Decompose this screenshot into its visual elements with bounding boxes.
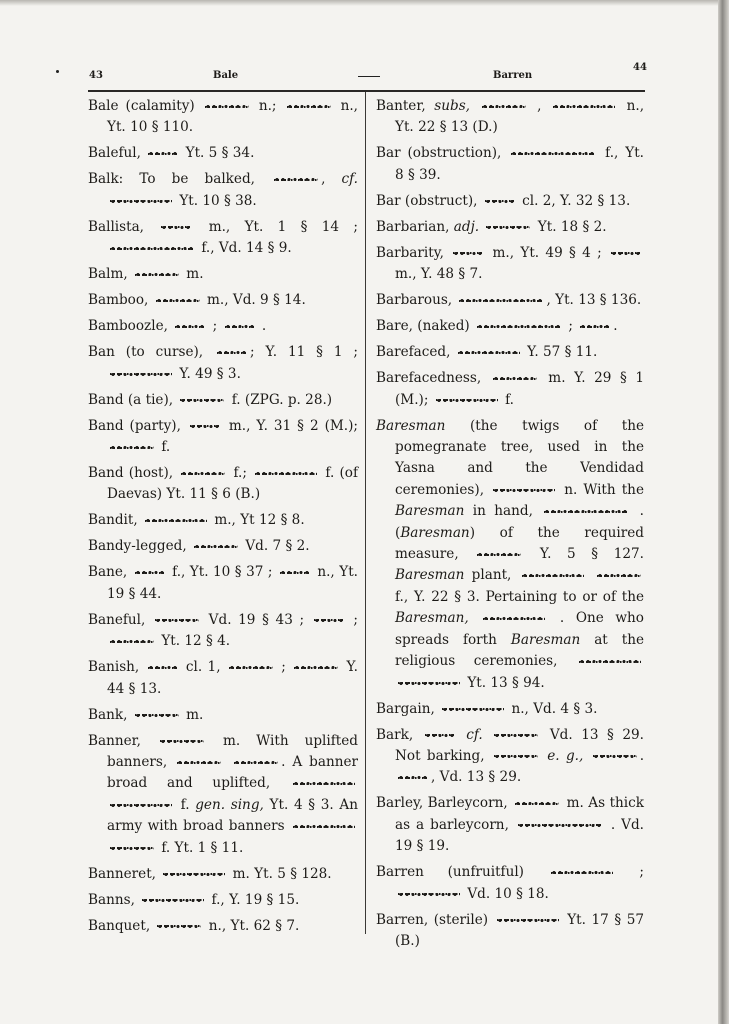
headword: Bargain, [376,700,435,717]
headword: Bamboozle, [88,318,168,335]
entry-barren-unfruitful [376,862,644,905]
avestan-script-glyphs [110,370,172,379]
definition-text: Yt. 13 § 94. [463,674,545,691]
entry-banter [376,96,644,139]
definition-text [587,567,594,583]
italic-text: subs, [434,98,470,114]
definition-text: Y. 5 § 127. [524,546,644,563]
avestan-script-glyphs [148,149,178,158]
avestan-script-glyphs [181,469,225,478]
headword: Ballista, [88,218,145,235]
definition-text: Yt. 18 § 2. [533,218,607,235]
definition-text: Yt. 17 § 57 (B.) [395,911,644,949]
avestan-script-glyphs [398,679,460,688]
avestan-script-glyphs [135,270,179,279]
avestan-script-glyphs [580,322,610,331]
headword: Barefacedness, [376,370,482,387]
definition-text: m., Y. 48 § 7. [395,266,483,283]
definition-text: ; [564,318,578,335]
avestan-script-glyphs [225,322,255,331]
entry-bale [88,96,358,139]
entry-band-host [88,463,358,506]
entry-bamboo [88,290,358,311]
entry-band-tie [88,390,358,411]
avestan-script-glyphs [579,657,641,666]
definition-text: plant, [464,567,519,584]
definition-text: (to curse), [125,344,215,361]
definition-text: f., Y. 22 § 3. Pertaining to or of the [395,588,644,605]
definition-text: m. With uplifted banners, [107,732,358,771]
entry-barbarous [376,290,644,311]
definition-text [458,727,467,743]
headword: Banquet, [88,917,151,934]
avestan-script-glyphs [522,571,584,580]
definition-text: f., Vd. 14 § 9. [197,240,292,257]
headword: Barley, Barleycorn, [376,795,508,812]
definition-text: , Yt. 13 § 136. [546,292,642,309]
avestan-script-glyphs [611,249,641,258]
definition-text: . [257,318,267,335]
definition-text: m. [181,706,204,723]
italic-text: gen. sing, [195,796,264,813]
definition-text: , Vd. 13 § 29. [431,769,522,786]
headword: Band (host), [88,465,174,482]
definition-text: m., Yt 12 § 8. [210,512,305,529]
headword: Ban [88,344,115,361]
header-rule [88,90,645,92]
definition-text: f., Yt. 10 § 37 ; [167,564,277,581]
definition-text: f., Y. 19 § 15. [207,891,300,908]
avestan-script-glyphs [234,758,278,767]
avestan-script-glyphs [135,568,165,577]
right-guide-word: Barren [493,70,533,81]
entry-barley [376,793,644,857]
avestan-script-glyphs [515,799,559,808]
definition-text: m. Yt. 5 § 128. [228,865,332,882]
italic-text: e. g., [547,747,584,764]
definition-text: f., Yt. 8 § 39. [395,145,644,183]
definition-text: . Vd. 19 § 19. [395,816,644,855]
margin-speck [56,70,59,73]
right-column [376,96,644,957]
headword: Baleful, [88,145,141,162]
definition-text: m., Y. 31 § 2 (M.); [222,417,358,434]
avestan-script-glyphs [175,322,205,331]
definition-text: . [639,747,645,764]
entry-bark [376,725,644,789]
headword: Band (party), [88,417,181,434]
avestan-script-glyphs [477,322,561,331]
avestan-script-glyphs [436,396,498,405]
italic-text: cf. [341,171,358,188]
headword: Banns, [88,891,135,908]
avestan-script-glyphs [551,868,613,877]
entry-bare [376,316,644,337]
entry-banner [88,731,358,859]
entry-baneful [88,610,358,653]
definition-text: f. [500,391,514,408]
avestan-script-glyphs [110,637,154,646]
avestan-script-glyphs [163,870,225,879]
definition-text: . [613,318,618,335]
avestan-script-glyphs [553,102,615,111]
avestan-script-glyphs [293,822,355,831]
entry-baleful [88,143,358,164]
left-column [88,96,358,942]
header-dash [358,76,380,77]
entry-banish [88,657,358,700]
avestan-script-glyphs [293,779,355,788]
avestan-script-glyphs [493,486,555,495]
definition-text: , [528,98,551,114]
avestan-script-glyphs [190,422,220,431]
left-page-number: 43 [89,70,103,81]
avestan-script-glyphs [205,102,249,111]
avestan-script-glyphs [597,571,641,580]
avestan-script-glyphs [442,705,504,714]
entry-barren-sterile [376,910,644,953]
definition-text: m., Vd. 9 § 14. [202,292,306,309]
italic-text: Baresman [510,631,581,648]
definition-text: Vd. 10 § 18. [463,885,549,902]
entry-bargain [376,699,644,720]
entry-barbarity [376,243,644,286]
avestan-script-glyphs [274,175,318,184]
definition-text: f. [175,796,196,813]
avestan-script-glyphs [110,844,154,853]
avestan-script-glyphs [110,197,172,206]
avestan-script-glyphs [148,663,178,672]
definition-text: f. (ZPG. p. 28.) [227,391,333,408]
avestan-script-glyphs [280,568,310,577]
definition-text: (the twigs of the pomegranate tree, used in the Yasna and the Vendidad ceremonies), [395,417,644,498]
running-header [88,56,648,90]
headword: Banish, [88,659,140,676]
avestan-script-glyphs [156,296,200,305]
definition-text: f.; [228,465,253,482]
italic-text: Baresman [395,567,465,584]
avestan-script-glyphs [493,374,537,383]
avestan-script-glyphs [180,396,224,405]
avestan-script-glyphs [255,469,317,478]
avestan-script-glyphs [287,102,331,111]
avestan-script-glyphs [145,516,207,525]
definition-text: n., Yt. 22 § 13 (D.) [395,98,645,136]
headword: Bandit, [88,512,138,529]
definition-text: Yt. 12 § 4. [157,633,231,650]
definition-text [479,219,483,235]
headword: Balk: [88,171,124,188]
entry-banquet [88,916,358,937]
avestan-script-glyphs [593,752,637,761]
avestan-script-glyphs [177,758,221,767]
avestan-script-glyphs [194,542,238,551]
definition-text: at the religious ceremonies, [395,631,644,670]
italic-text: Baresman [395,503,465,520]
headword: Barren [376,864,424,881]
entry-baresman [376,416,644,694]
entry-balk [88,169,358,212]
avestan-script-glyphs [161,223,191,232]
headword: Barren, (sterile) [376,911,489,928]
avestan-script-glyphs [160,737,204,746]
italic-text: adj. [453,218,480,235]
definition-text [224,754,231,770]
italic-text: cf. [466,726,483,743]
definition-text: m. Y. 29 § 1 (M.); [395,370,644,408]
definition-text: cl. 2, Y. 32 § 13. [517,192,631,209]
definition-text: Y. 57 § 11. [522,344,598,361]
definition-text: n., Yt. 10 § 110. [107,98,358,136]
avestan-script-glyphs [486,223,530,232]
italic-text: Baresman [400,524,470,541]
avestan-script-glyphs [494,731,538,740]
headword: Bar (obstruct), [376,192,478,209]
definition-text [470,98,479,114]
headword: Bandy-legged, [88,538,187,555]
definition-text: f. Yt. 1 § 11. [157,839,244,856]
italic-text: Baresman, [395,610,469,627]
definition-text: . One who spreads forth [395,610,644,648]
definition-text: ; [615,864,645,881]
definition-text: Yt. 5 § 34. [181,145,255,162]
avestan-script-glyphs [494,752,538,761]
avestan-script-glyphs [518,821,602,830]
entry-bandit [88,510,358,531]
headword: Bane, [88,564,128,581]
avestan-script-glyphs [314,616,344,625]
definition-text: m. [181,266,204,283]
avestan-script-glyphs [157,922,201,931]
definition-text: (obstruction), [407,145,509,162]
headword: Banneret, [88,865,156,882]
definition-text [469,610,481,626]
definition-text: (unfruitful) [447,864,548,881]
definition-text: cl. 1, [180,659,226,676]
definition-text: n., Vd. 4 § 3. [507,700,598,717]
entry-bar-obstruction [376,143,644,186]
definition-text [483,727,492,743]
avestan-script-glyphs [483,614,545,623]
entry-barefacedness [376,368,644,411]
avestan-script-glyphs [135,711,179,720]
entry-bar-obstruct [376,191,644,212]
avestan-script-glyphs [294,663,338,672]
headword: Bare, (naked) [376,318,470,335]
headword: Barefaced, [376,344,451,361]
left-guide-word: Bale [213,70,239,81]
headword: Barbarity, [376,244,444,261]
page-top-edge [0,0,729,6]
headword: Balm, [88,266,128,283]
entry-barefaced [376,342,644,363]
avestan-script-glyphs [458,348,520,357]
definition-text: in hand, [464,503,542,520]
avestan-script-glyphs [142,896,204,905]
definition-text: f. (of Daevas) Yt. 11 § 6 (B.) [107,465,359,503]
headword: Bank, [88,706,128,723]
definition-text: n., Yt. 62 § 7. [204,917,300,934]
definition-text: Y. 44 § 13. [107,659,358,697]
avestan-script-glyphs [511,149,595,158]
avestan-script-glyphs [497,916,559,925]
entry-bandy-legged [88,536,358,557]
definition-text: Y. 49 § 3. [175,365,241,382]
entry-banns [88,890,358,911]
avestan-script-glyphs [110,244,194,253]
definition-text: ; [346,611,358,628]
definition-text: ; [208,318,222,335]
avestan-script-glyphs [398,773,428,782]
entry-banneret [88,864,358,885]
avestan-script-glyphs [155,616,199,625]
definition-text [583,748,589,764]
definition-text: Vd. 7 § 2. [241,538,310,555]
definition-text: Vd. 13 § 29. Not barking, [395,726,644,764]
avestan-script-glyphs [425,731,455,740]
headword: Bamboo, [88,292,149,309]
headword: Bark, [376,726,414,743]
entry-barbarian [376,217,644,238]
definition-text: . A banner broad and uplifted, [107,754,359,792]
avestan-script-glyphs [453,249,483,258]
avestan-script-glyphs [229,663,273,672]
definition-text: Vd. 19 § 43 ; [202,611,311,628]
definition-text: n., Yt. 19 § 44. [107,564,358,602]
entry-balm [88,264,358,285]
definition-text: . ( [395,503,644,541]
page-binding-edge [718,0,729,1024]
headword: Barbarian, [376,218,450,235]
definition-text: n.; [251,98,284,114]
definition-text: n. With the [558,481,644,498]
avestan-script-glyphs [477,550,521,559]
definition-text: ) of the required measure, [395,524,644,563]
entry-ban [88,342,358,385]
column-divider [365,92,366,934]
entry-band-party [88,416,358,459]
definition-text: Yt. 4 § 3. An army with broad banners [107,796,358,835]
entry-bane [88,562,358,605]
avestan-script-glyphs [482,102,526,111]
definition-text: m., Yt. 1 § 14 ; [194,218,358,235]
entry-bank [88,705,358,726]
headword: Bale (calamity) [88,98,195,114]
avestan-script-glyphs [110,801,172,810]
right-page-number: 44 [633,62,647,73]
headword: Banner, [88,732,141,749]
avestan-script-glyphs [398,890,460,899]
italic-text: Baresman [376,417,446,434]
definition-text: Yt. 10 § 38. [175,192,257,209]
avestan-script-glyphs [459,296,543,305]
avestan-script-glyphs [217,348,247,357]
avestan-script-glyphs [110,443,154,452]
entry-ballista [88,217,358,260]
definition-text: m. As thick as a barleycorn, [395,795,644,833]
headword: Bar [376,145,401,162]
definition-text: f. [157,439,171,456]
definition-text: ; [275,659,292,676]
avestan-script-glyphs [544,507,628,516]
entry-bamboozle [88,316,358,337]
definition-text: , [321,171,342,188]
headword: Baneful, [88,611,146,628]
headword: Barbarous, [376,292,453,309]
avestan-script-glyphs [485,197,515,206]
definition-text: ; Y. 11 § 1 ; [250,344,358,361]
headword: Banter, [376,98,426,114]
definition-text: m., Yt. 49 § 4 ; [486,244,608,261]
headword: Band (a tie), [88,391,174,408]
definition-text: To be balked, [139,171,272,188]
